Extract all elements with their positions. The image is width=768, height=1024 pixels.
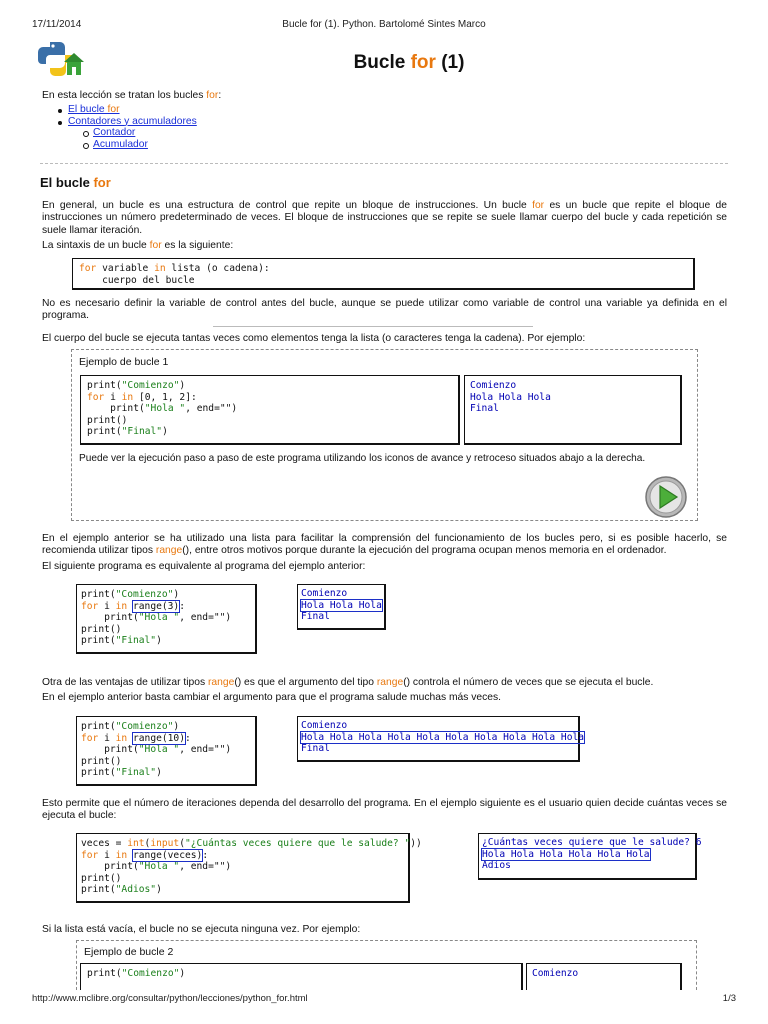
table-of-contents (68, 104, 197, 150)
section-heading-el-bucle-for: El bucle for (40, 175, 111, 190)
example-2-output: Comienzo Hola Hola Hola Final (297, 584, 386, 630)
divider (213, 326, 533, 327)
toc-subitem-contador[interactable]: Contador (93, 127, 197, 139)
example-1-note: Puede ver la ejecución paso a paso de este programa utilizando los iconos de avance y retroceso situados abajo a la derecha. (79, 453, 646, 464)
paragraph-sintaxis: La sintaxis de un bucle for es la siguiente: (42, 240, 234, 251)
paragraph-variable-control: No es necesario definir la variable de control antes del bucle, aunque se puede utilizar como variable de control una variable ya definida en el programa. (42, 298, 727, 322)
divider (40, 163, 728, 164)
print-title: Bucle for (1). Python. Bartolomé Sintes Marco (282, 19, 486, 30)
print-url: http://www.mclibre.org/consultar/python/lecciones/python_for.html (32, 993, 308, 1004)
paragraph-ventajas-range: Otra de las ventajas de utilizar tipos range() es que el argumento del tipo range() controla el número de veces que se ejecuta el bucle. (42, 677, 654, 688)
page-title: Bucle for (1) (353, 52, 465, 73)
print-date: 17/11/2014 (32, 19, 82, 30)
play-step-button[interactable] (644, 475, 688, 519)
example-5-title: Ejemplo de bucle 2 (84, 946, 174, 958)
example-3-code: print("Comienzo") for i in range(10): print("Hola ", end="") print() print("Final") (76, 716, 257, 786)
paragraph-cuerpo: El cuerpo del bucle se ejecuta tantas veces como elementos tenga la lista (o caracteres tenga la cadena). Por ejemplo: (42, 333, 586, 344)
range-highlight: range(10) (133, 732, 185, 744)
print-page-number: 1/3 (722, 993, 736, 1004)
example-2-code: print("Comienzo") for i in range(3): print("Hola ", end="") print() print("Final") (76, 584, 257, 654)
syntax-code-box: for variable in lista (o cadena): cuerpo del bucle (72, 258, 695, 290)
range-highlight: range(3) (133, 600, 180, 612)
example-5-code: print("Comienzo") (80, 963, 523, 990)
paragraph-equivalente: El siguiente programa es equivalente al programa del ejemplo anterior: (42, 561, 366, 572)
example-1-output: Comienzo Hola Hola Hola Final (464, 375, 682, 445)
example-4-code: veces = int(input("¿Cuántas veces quiere que le salude? ")) for i in range(veces): print("Hola ", end="") print() print("Adios") (76, 833, 410, 903)
paragraph-intro-bucle: En general, un bucle es una estructura de control que repite un bloque de instrucciones. Un bucle for es un bucle que repite el bloque de instrucciones un número predeterminado de veces. El bloque de instrucciones que se repite se suele llamar cuerpo del bucle y cada repetición se suele llamar iteración. (42, 200, 727, 236)
paragraph-range-recomendacion: En el ejemplo anterior se ha utilizado una lista para facilitar la comprensión del funcionamiento de los bucles pero, si es posible hacerlo, se recomienda utilizar tipos range(), entre otros motivos porque durante la ejecución del programa ocupan menos memoria en el ordenador. (42, 533, 727, 557)
paragraph-lista-vacia: Si la lista está vacía, el bucle no se ejecuta ninguna vez. Por ejemplo: (42, 924, 361, 935)
paragraph-cambiar-argumento: En el ejemplo anterior basta cambiar el argumento para que el programa salude muchas más veces. (42, 692, 502, 703)
paragraph-iteraciones-usuario: Esto permite que el número de iteraciones dependa del desarrollo del programa. En el ejemplo siguiente es el usuario quien decide cuántas veces se ejecuta el bucle: (42, 798, 727, 822)
toc-item-el-bucle-for[interactable]: El bucle for (68, 104, 197, 116)
toc-subitem-acumulador[interactable]: Acumulador (93, 139, 197, 151)
example-1-title: Ejemplo de bucle 1 (79, 356, 169, 368)
toc-item-contadores[interactable]: Contadores y acumuladores (68, 115, 197, 127)
example-4-output: ¿Cuántas veces quiere que le salude? 6 Hola Hola Hola Hola Hola Hola Adios (478, 833, 697, 880)
example-1-code: print("Comienzo") for i in [0, 1, 2]: print("Hola ", end="") print() print("Final") (80, 375, 460, 445)
example-3-output: Comienzo Hola Hola Hola Hola Hola Hola Hola Hola Hola Hola Final (297, 716, 580, 762)
intro-text: En esta lección se tratan los bucles for: (42, 90, 222, 101)
example-5-output: Comienzo (526, 963, 682, 990)
range-highlight: range(veces) (133, 849, 203, 861)
